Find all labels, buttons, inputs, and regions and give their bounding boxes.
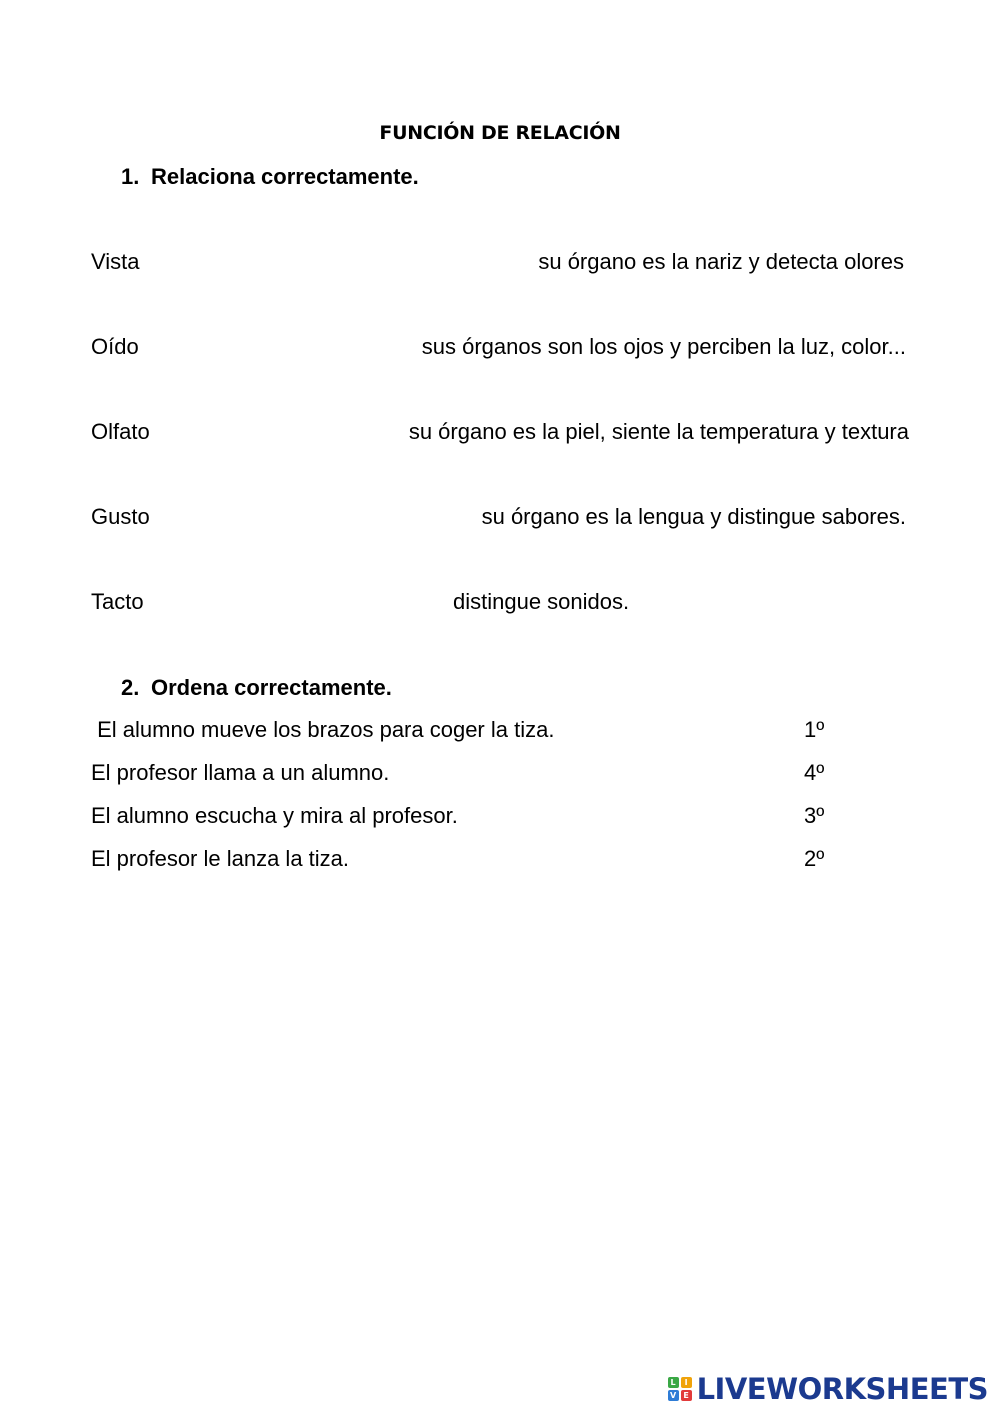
section2-heading-text: Ordena correctamente. bbox=[151, 675, 392, 700]
section1-heading-text: Relaciona correctamente. bbox=[151, 164, 419, 189]
section1-heading bbox=[121, 164, 419, 190]
section1-number: 1. bbox=[121, 164, 140, 189]
liveworksheets-brand bbox=[668, 1372, 988, 1406]
description-nose[interactable]: su órgano es la nariz y detecta olores bbox=[538, 249, 904, 274]
order-row-number[interactable]: 2º bbox=[804, 846, 825, 871]
order-row-number[interactable]: 1º bbox=[804, 717, 825, 742]
description-tongue[interactable]: su órgano es la lengua y distingue sabores. bbox=[481, 504, 906, 529]
sense-vista[interactable]: Vista bbox=[91, 249, 140, 274]
sense-oido[interactable]: Oído bbox=[91, 334, 139, 359]
sense-tacto[interactable]: Tacto bbox=[91, 589, 144, 614]
worksheet-title: FUNCIÓN DE RELACIÓN bbox=[379, 122, 621, 144]
order-row-text: El profesor llama a un alumno. bbox=[91, 760, 390, 785]
order-row-text: El profesor le lanza la tiza. bbox=[91, 846, 350, 871]
sense-olfato[interactable]: Olfato bbox=[91, 419, 150, 444]
liveworksheets-logo-icon bbox=[668, 1377, 692, 1401]
logo-cell: L bbox=[668, 1377, 679, 1388]
logo-cell: E bbox=[681, 1390, 692, 1401]
liveworksheets-wordmark: LIVEWORKSHEETS bbox=[696, 1372, 988, 1406]
order-row-text: El alumno mueve los brazos para coger la tiza. bbox=[91, 717, 555, 742]
logo-cell: I bbox=[681, 1377, 692, 1388]
order-row-text: El alumno escucha y mira al profesor. bbox=[91, 803, 458, 828]
section2-number: 2. bbox=[121, 675, 140, 700]
order-row-number[interactable]: 4º bbox=[804, 760, 825, 785]
sense-gusto[interactable]: Gusto bbox=[91, 504, 150, 529]
description-skin[interactable]: su órgano es la piel, siente la temperatura y textura bbox=[408, 419, 909, 444]
description-sounds[interactable]: distingue sonidos. bbox=[453, 589, 630, 614]
order-row-number[interactable]: 3º bbox=[804, 803, 825, 828]
section2-heading bbox=[121, 675, 392, 701]
description-eyes[interactable]: sus órganos son los ojos y perciben la luz, color... bbox=[421, 334, 906, 359]
logo-cell: V bbox=[668, 1390, 679, 1401]
